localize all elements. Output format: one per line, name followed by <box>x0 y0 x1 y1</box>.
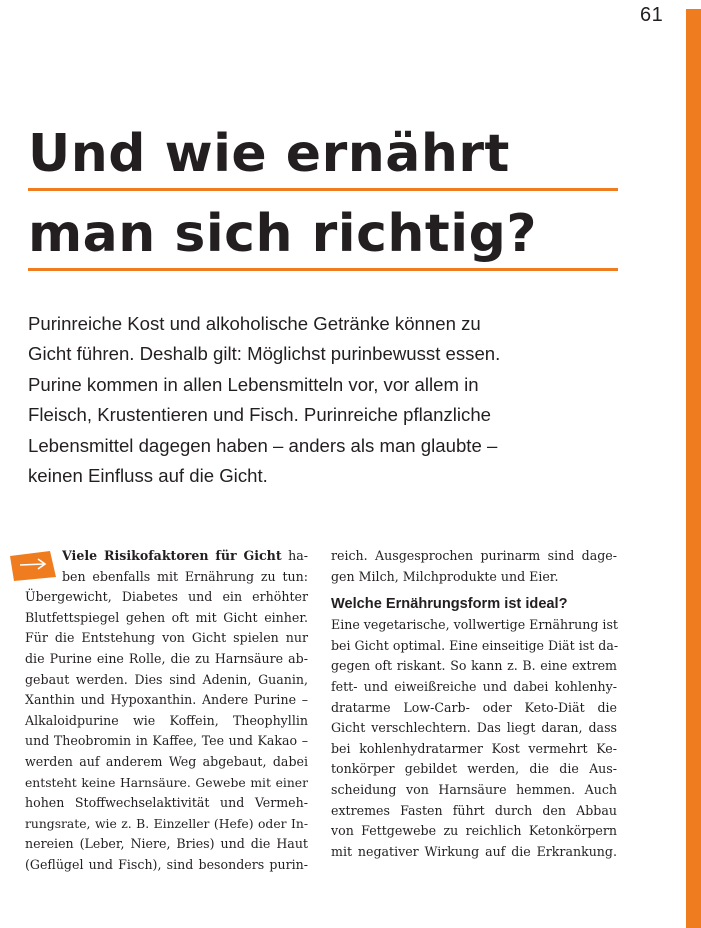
body-line: tonkörper gebildet werden, die die Aus- <box>331 761 617 777</box>
body-line: Xanthin und Hypoxanthin. Andere Purine – <box>25 692 308 708</box>
title-underline-1 <box>28 188 618 191</box>
intro-paragraph <box>28 309 668 491</box>
body-line: reich. Ausgesprochen purinarm sind dage- <box>331 548 617 563</box>
left-column <box>25 546 308 876</box>
body-line: Für die Entstehung von Gicht spielen nur <box>25 630 308 646</box>
body-line: die Purine eine Rolle, die zu Harnsäure ab- <box>25 650 308 666</box>
body-line: entsteht keine Harnsäure. Gewebe mit einer <box>25 775 308 790</box>
body-line: (Geflügel und Fisch), sind besonders purin- <box>25 856 308 872</box>
intro-line: Gicht führen. Deshalb gilt: Möglichst purinbewusst essen. <box>28 343 501 365</box>
section-heading: Welche Ernährungsform ist ideal? <box>331 596 568 613</box>
body-line: Eine vegetarische, vollwertige Ernährung ist <box>331 617 618 633</box>
body-line: von Fettgewebe zu reichlich Ketonkörpern <box>331 823 617 839</box>
page-title-line-1: Und wie ernährt <box>28 124 510 184</box>
body-line: fett- und eiweißreiche und dabei kohlenhy- <box>331 678 617 694</box>
page-title-line-2: man sich richtig? <box>28 204 537 264</box>
lead-line <box>25 546 308 567</box>
body-line: extremes Fasten führt durch den Abbau <box>331 802 617 818</box>
body-line: rungsrate, wie z. B. Einzeller (Hefe) oder In- <box>25 816 308 831</box>
body-line: gegen oft riskant. So kann z. B. eine extrem <box>331 658 617 674</box>
body-line: bei Gicht optimal. Eine einseitige Diät ist da- <box>331 637 619 653</box>
body-line: bei kohlenhydratarmer Kost vermehrt Ke- <box>331 740 617 756</box>
body-line: mit negativer Wirkung auf die Erkrankung. <box>331 843 617 859</box>
intro-line: Purinreiche Kost und alkoholische Getränke können zu <box>28 313 481 334</box>
title-underline-2 <box>28 268 618 271</box>
body-line: gebaut werden. Dies sind Adenin, Guanin, <box>25 671 308 687</box>
right-column <box>331 546 617 862</box>
body-line: hohen Stoffwechselaktivität und Vermeh- <box>25 795 308 811</box>
body-line: werden auf anderem Weg abgebaut, dabei <box>25 753 308 769</box>
body-line: nereien (Leber, Niere, Bries) und die Haut <box>25 836 308 852</box>
body-line: gen Milch, Milchprodukte und Eier. <box>331 568 559 584</box>
intro-line: Fleisch, Krustentieren und Fisch. Purinreiche pflanzliche <box>28 404 492 426</box>
body-line: Alkaloidpurine wie Koffein, Theophyllin <box>25 712 308 728</box>
intro-line: Purine kommen in allen Lebensmitteln vor, vor allem in <box>28 373 479 395</box>
body-line: dratarme Low-Carb- oder Keto-Diät die <box>331 699 617 715</box>
lead-rest-text: ha- <box>281 548 308 563</box>
body-line: ben ebenfalls mit Ernährung zu tun: <box>62 568 308 584</box>
intro-line: Lebensmittel dagegen haben – anders als man glaubte – <box>28 434 498 456</box>
body-line: Blutfettspiegel gehen oft mit Gicht einher. <box>25 609 308 625</box>
body-line: Gicht verschlechtern. Das liegt daran, dass <box>331 720 617 736</box>
intro-line: keinen Einfluss auf die Gicht. <box>28 465 268 487</box>
body-line: scheidung von Harnsäure hemmen. Auch <box>331 781 617 797</box>
body-line: und Theobromin in Kaffee, Tee und Kakao – <box>25 733 308 749</box>
orange-side-bar <box>686 9 701 928</box>
body-line: Übergewicht, Diabetes und ein erhöhter <box>25 589 308 605</box>
page-number: 61 <box>640 4 664 26</box>
lead-bold-text: Viele Risikofaktoren für Gicht <box>62 548 282 563</box>
